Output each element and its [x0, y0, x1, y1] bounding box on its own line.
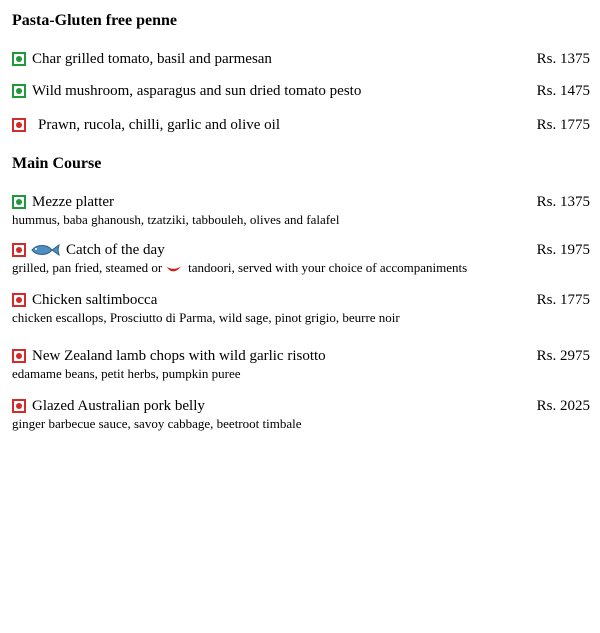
non-veg-mark-icon [12, 349, 26, 363]
item-price: Rs. 1775 [536, 116, 590, 133]
item-description-part: tandoori, served with your choice of accompaniments [188, 260, 468, 275]
item-description: chicken escallops, Prosciutto di Parma, wild sage, pinot grigio, beurre noir [12, 310, 400, 325]
veg-mark-icon [12, 52, 26, 66]
item-name: New Zealand lamb chops with wild garlic risotto [32, 347, 326, 364]
non-veg-mark-icon [12, 243, 26, 257]
item-price: Rs. 1375 [536, 193, 590, 210]
item-price: Rs. 2025 [536, 397, 590, 414]
menu-item [12, 346, 590, 382]
item-price: Rs. 1975 [536, 241, 590, 258]
menu-item [12, 81, 590, 101]
menu-item [12, 115, 590, 135]
item-name: Glazed Australian pork belly [32, 397, 205, 414]
item-name: Wild mushroom, asparagus and sun dried tomato pesto [32, 82, 362, 99]
veg-mark-icon [12, 84, 26, 98]
section-title-pasta: Pasta-Gluten free penne [12, 12, 178, 29]
item-price: Rs. 1775 [536, 291, 590, 308]
item-description: ginger barbecue sauce, savoy cabbage, beetroot timbale [12, 416, 302, 431]
veg-mark-icon [12, 195, 26, 209]
menu-item [12, 240, 590, 276]
item-name: Mezze platter [32, 193, 115, 210]
non-veg-mark-icon [12, 293, 26, 307]
menu-item [12, 192, 590, 228]
menu-item [12, 49, 590, 69]
non-veg-mark-icon [12, 399, 26, 413]
item-price: Rs. 1375 [536, 50, 590, 67]
item-description [12, 260, 590, 276]
item-name: Prawn, rucola, chilli, garlic and olive oil [38, 116, 281, 133]
item-description: edamame beans, petit herbs, pumpkin puree [12, 366, 241, 381]
item-name: Char grilled tomato, basil and parmesan [32, 50, 272, 67]
item-name: Chicken saltimbocca [32, 291, 158, 308]
item-description: hummus, baba ghanoush, tzatziki, tabbouleh, olives and falafel [12, 212, 340, 227]
item-description-part: grilled, pan fried, steamed or [12, 260, 163, 275]
section-title-main-course: Main Course [12, 155, 102, 172]
chilli-icon [166, 264, 182, 274]
item-price: Rs. 2975 [536, 347, 590, 364]
fish-icon [30, 243, 60, 257]
menu-item [12, 290, 590, 326]
item-name: Catch of the day [66, 241, 165, 258]
item-price: Rs. 1475 [536, 82, 590, 99]
menu-item [12, 396, 590, 432]
non-veg-mark-icon [12, 118, 26, 132]
